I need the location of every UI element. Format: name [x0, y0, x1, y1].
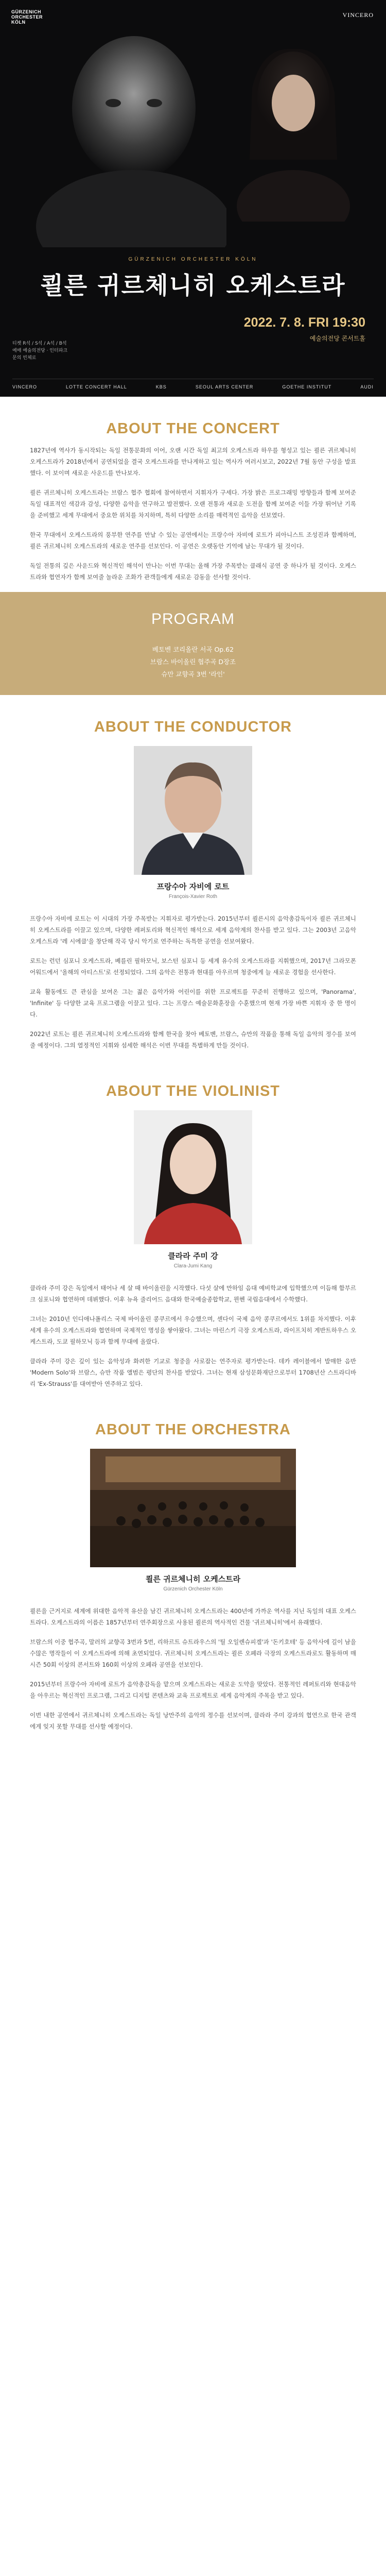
partner-logo: KBS — [155, 384, 167, 389]
ticket-info: 티켓 R석 / S석 / A석 / B석 예매 예술의전당 · 인터파크 문의 빈체로 — [12, 341, 68, 361]
paragraph: 쾰른 귀르체니히 오케스트라는 브람스 협주 협회에 참여하면서 지휘자가 구세다. 가장 밝은 프로그래밍 방향들과 함께 보여준 독일 대표적인 색감과 감성, 다양한 음악을 연구하고 발전했다. 오랜 전통과 새로운 도전을 함께 보여준 이들 가장 뛰어난 기록을 준비했고 세계 무대에서 중요한 위치를 차지하며, 특히 다양한 소리를 매력적인 음악을 선보였다. — [30, 489, 356, 519]
conductor-photo — [134, 746, 252, 875]
orchestra-photo — [90, 1449, 296, 1567]
violinist-photo — [134, 1110, 252, 1244]
paragraph: 독일 전통의 깊은 사운드와 혁신적인 해석이 만나는 이번 무대는 올해 가장 주목받는 클래식 공연 중 하나가 될 것이다. 오케스트라와 협연자가 함께 보여줄 놀라운 조화가 관객들에게 새로운 감동을 선사할 것이다. — [30, 562, 356, 581]
orchestra-name-ko: 쾰른 귀르체니히 오케스트라 — [145, 1574, 241, 1584]
paragraph: 2015년부터 프랑수아 자비에 로트가 음악총감독을 맡으며 오케스트라는 새로운 도약을 맞았다. 전통적인 레퍼토리와 현대음악을 아우르는 혁신적인 프로그램, 그리고 디지털 콘텐츠와 교육 프로젝트로 세계 음악계의 주목을 받고 있다. — [30, 1681, 356, 1699]
violinist-name-ko: 클라라 주미 강 — [168, 1251, 218, 1261]
concert-date: 2022. 7. 8. FRI 19:30 — [243, 315, 365, 330]
paragraph: 2022년 로트는 쾰른 귀르체니히 오케스트라와 함께 한국을 찾아 베토벤, 브람스, 슈만의 작품을 통해 독일 음악의 정수를 보여줄 예정이다. 그의 열정적인 지휘와 섬세한 해석은 이번 무대를 특별하게 만들 것이다. — [30, 1030, 356, 1049]
paragraph: 브람스의 이중 협주곡, 말러의 교향곡 3번과 5번, 리하르트 슈트라우스의 '틸 오일렌슈피겔'과 '돈키호테' 등 음악사에 길이 남을 수많은 명작들이 이 오케스트라에 의해 초연되었다. 귀르체니히 오케스트라는 쾰른 오페라 극장의 오케스트라로도 활동하며 매 시즌 50회 이상의 콘서트와 160회 이상의 오페라 공연을 선보인다. — [30, 1638, 356, 1668]
paragraph: 1827년에 역사가 동시작되는 독일 전통문화의 이어, 오랜 시간 독일 최고의 오케스트라 하우를 형성고 있는 쾰른 귀르체니히 오케스트라가 2018년에서 공연되었을 결국 오케스트라를 만나게하고 있는 역사가 여러시보고, 2022년 7월 동안 구성을 발표했다. 이 보이며 새로운 사운드를 만나보자. — [30, 447, 356, 477]
paragraph: 프랑수아 자비에 로트는 이 시대의 가장 주목받는 지휘자로 평가받는다. 2015년부터 쾰른시의 음악총감독이자 쾰른 귀르체니히 오케스트라를 이끌고 있으며, 다양한 레퍼토리와 혁신적인 해석으로 세계 음악계의 찬사를 받고 있다. 그는 2003년 고음악 오케스트라 '레 시에클'을 창단해 작곡 당시 악기로 연주하는 독특한 공연을 선보여왔다. — [30, 915, 356, 945]
paragraph: 로트는 런던 심포니 오케스트라, 베를린 필하모닉, 보스턴 심포니 등 세계 유수의 오케스트라를 지휘했으며, 2017년 그라모폰 어워드에서 '올해의 아티스트'로 선정되었다. 그의 음악은 전통과 현대를 아우르며 청중에게 늘 새로운 경험을 선사한다. — [30, 957, 356, 976]
conductor-name-ko: 프랑수아 자비에 로트 — [156, 882, 230, 891]
paragraph: 이번 내한 공연에서 귀르체니히 오케스트라는 독일 낭만주의 음악의 정수를 선보이며, 클라라 주미 강과의 협연으로 한국 관객에게 잊지 못할 무대를 선사할 예정이다. — [30, 1711, 356, 1730]
program-item: 브람스 바이올린 협주곡 D장조 — [150, 658, 236, 666]
partner-logos — [12, 379, 374, 389]
conductor-hero-photo — [31, 21, 226, 247]
hero-banner — [0, 0, 386, 397]
violinist-section — [0, 1059, 386, 1389]
program-list — [0, 643, 386, 681]
paragraph: 쾰른을 근거지로 세계에 위대한 음악적 유산을 남긴 귀르체니히 오케스트라는 400년에 가까운 역사를 지닌 독일의 대표 오케스트라다. 오케스트라의 이름은 1857년부터 연주회장으로 사용된 쾰른의 역사적인 건물 '귀르체니히'에서 유래했다. — [30, 1607, 356, 1626]
section-heading-text: ABOUT THE CONCERT — [106, 420, 280, 437]
orchestra-bio — [0, 1605, 386, 1732]
program-section — [0, 592, 386, 695]
presenter-brand: VINCERO — [342, 11, 374, 19]
section-heading-text: ABOUT THE VIOLINIST — [106, 1083, 280, 1099]
paragraph: 교육 활동에도 큰 관심을 보여온 그는 젊은 음악가와 어린이를 위한 프로젝트를 꾸준히 진행하고 있으며, 'Panorama', 'Infinite' 등 다양한 교육 프로그램을 이끌고 있다. 그는 프랑스 예술문화훈장을 수훈했으며 현재 가장 바쁜 지휘자 중 한 명이다. — [30, 988, 356, 1018]
partner-logo: LOTTE CONCERT HALL — [66, 384, 127, 389]
orchestra-logo: GÜRZENICH ORCHESTER KÖLN — [11, 9, 43, 25]
hero-subtitle: GÜRZENICH ORCHESTER KÖLN — [128, 257, 258, 262]
violinist-name-en: Clara-Jumi Kang — [173, 1263, 213, 1269]
violinist-bio — [0, 1282, 386, 1389]
paragraph: 그녀는 2010년 인디애나폴리스 국제 바이올린 콩쿠르에서 우승했으며, 센다이 국제 음악 콩쿠르에서도 1위를 차지했다. 이후 세계 유수의 오케스트라와 협연하며 국제적인 명성을 쌓아왔다. 그녀는 마린스키 극장 오케스트라, 라이프치히 게반트하우스 오케스트라, 도쿄 필하모닉 등과 함께 무대에 올랐다. — [30, 1315, 356, 1345]
hero-title: 쾰른 귀르체니히 오케스트라 — [40, 272, 346, 299]
concert-description — [0, 445, 386, 583]
conductor-section — [0, 695, 386, 1051]
concert-venue: 예술의전당 콘서트홀 — [309, 335, 365, 342]
section-heading — [0, 1059, 386, 1107]
orchestra-name-en: Gürzenich Orchester Köln — [163, 1586, 223, 1592]
section-heading-text: ABOUT THE ORCHESTRA — [95, 1421, 291, 1438]
partner-logo: GOETHE INSTITUT — [282, 384, 332, 389]
program-item: 슈만 교향곡 3번 '라인' — [161, 670, 225, 678]
partner-logo: AUDI — [360, 384, 374, 389]
section-heading — [0, 1398, 386, 1446]
concert-section — [0, 397, 386, 583]
section-heading — [0, 695, 386, 743]
program-heading: PROGRAM — [151, 611, 235, 628]
partner-logo: VINCERO — [12, 384, 38, 389]
conductor-name-en: François-Xavier Roth — [169, 894, 217, 900]
paragraph: 한국 무대에서 오케스트라의 풍부한 연주를 만날 수 있는 공연에서는 프랑수아 자비에 로트가 피아니스트 조성진과 함께하며, 쾰른 귀르체니히 오케스트라의 새로운 연주를 선보인다. 이 공연은 오랫동안 기억에 남는 무대가 될 것이다. — [30, 531, 356, 550]
orchestra-section — [0, 1398, 386, 1732]
section-heading-text: ABOUT THE CONDUCTOR — [94, 719, 292, 735]
paragraph: 클라라 주미 강은 독일에서 태어나 세 살 때 바이올린을 시작했다. 다섯 살에 만하임 음대 예비학교에 입학했으며 이듬해 함부르크 심포니와 협연하며 데뷔했다. 이후 뉴욕 줄리어드 음대와 한국예술종합학교, 뮌헨 국립음대에서 수학했다. — [30, 1284, 356, 1303]
conductor-bio — [0, 913, 386, 1051]
partner-logo: SEOUL ARTS CENTER — [195, 384, 254, 389]
program-item: 베토벤 코리올란 서곡 Op.62 — [152, 646, 234, 653]
violinist-hero-photo — [232, 36, 355, 222]
section-heading — [0, 397, 386, 445]
paragraph: 클라라 주미 강은 깊이 있는 음악성과 화려한 기교로 청중을 사로잡는 연주자로 평가받는다. 데카 레이블에서 발매한 음반 'Modern Solo'와 브람스, 슈만 작품 앨범은 평단의 찬사를 받았다. 그녀는 현재 삼성문화재단으로부터 1708년산 스트라디바리 'Ex-Strauss'를 대여받아 연주하고 있다. — [30, 1358, 356, 1387]
